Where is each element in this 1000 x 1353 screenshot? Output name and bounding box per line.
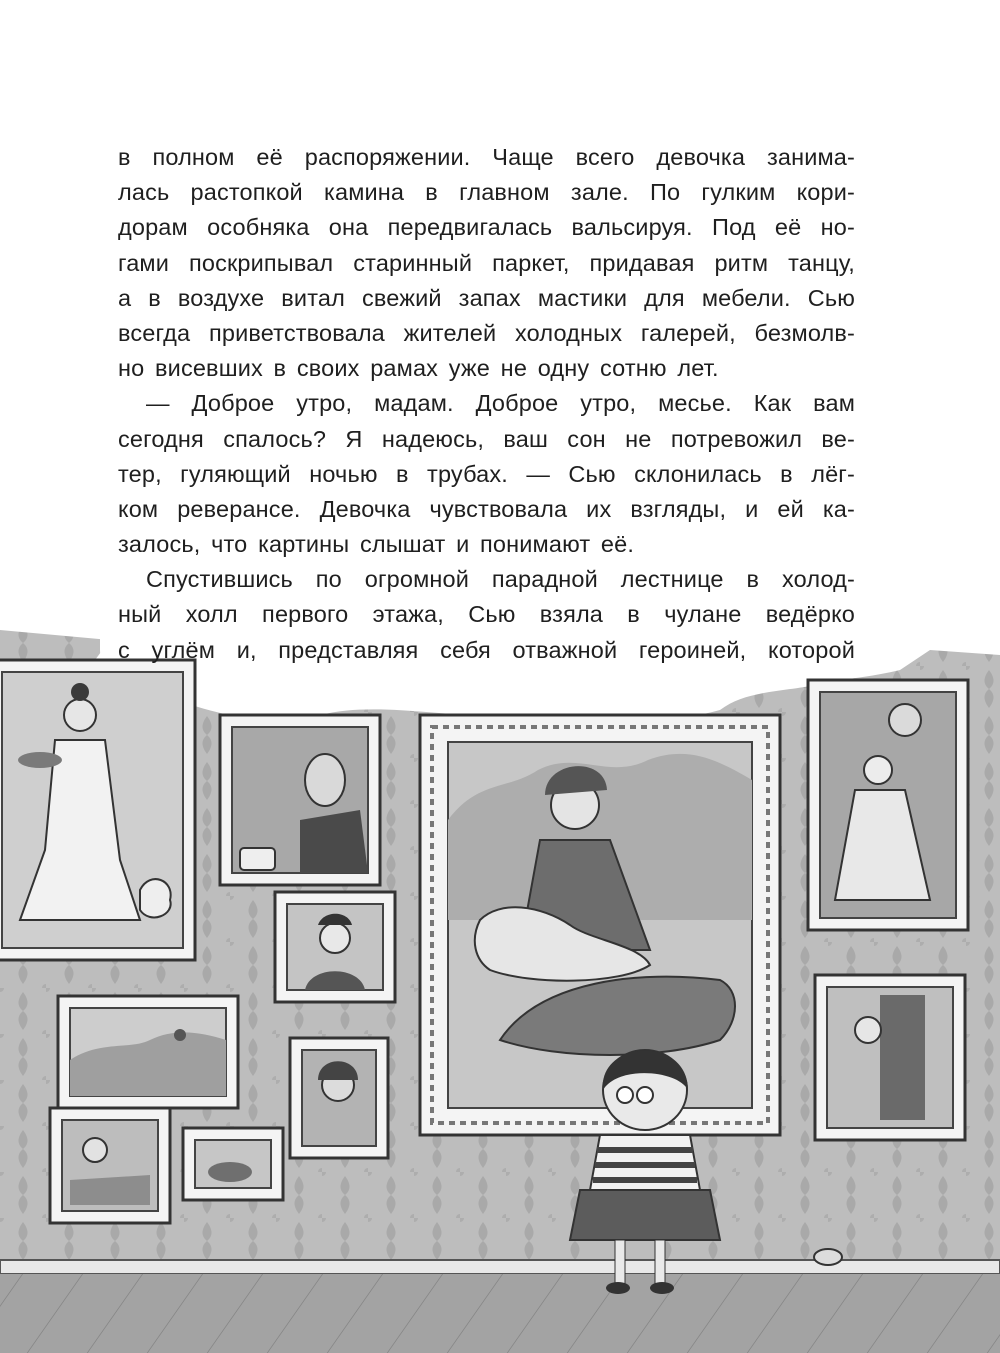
text-line: ком реверансе. Девочка чувствовала их взгляды, и ей ка-: [118, 495, 855, 522]
gallery-scene: [0, 620, 1000, 1353]
text-line: лась растопкой камина в главном зале. По гулким кори-: [118, 179, 855, 206]
text-line: тер, гуляющий ночью в трубах. — Сью склонилась в лёг-: [118, 460, 855, 487]
page-text: [118, 140, 855, 668]
portrait-couple: [808, 680, 968, 930]
text-line: а в воздухе витал свежий запах мастики для мебели. Сью: [118, 284, 855, 311]
portrait-lady-with-dogs: [420, 715, 780, 1135]
text-line: в полном её распоряжении. Чаще всего девочка занима-: [118, 144, 855, 170]
text-line: сегодня спалось? Я надеюсь, ваш сон не потревожил ве-: [118, 425, 855, 452]
gallery-illustration: [0, 620, 1000, 1353]
text-line: залось, что картины слышат и понимают её.: [118, 531, 635, 558]
text-line: с углём и, представляя себя отважной героиней, которой: [118, 636, 855, 663]
text-line: но висевших в своих рамах уже не одну сотню лет.: [118, 355, 719, 382]
mouse: [814, 1249, 842, 1265]
paragraph-2: [118, 386, 855, 562]
text-line: ный холл первого этажа, Сью взяла в чулане ведёрко: [118, 601, 855, 628]
portrait-old-man: [220, 715, 380, 885]
text-line: — Доброе утро, мадам. Доброе утро, месье. Как вам: [146, 390, 855, 417]
paragraph-1: [118, 140, 855, 386]
portrait-girl-tree: [815, 975, 965, 1140]
portrait-woman-middle: [290, 1038, 388, 1158]
text-line: гами поскрипывал старинный паркет, придавая ритм танцу,: [118, 249, 855, 276]
text-line: дорам особняка она передвигалась вальсируя. Под её но-: [118, 214, 855, 241]
portrait-landscape: [58, 996, 238, 1108]
portrait-small-scene: [183, 1128, 283, 1200]
text-line: Спустившись по огромной парадной лестнице в холод-: [146, 566, 855, 593]
portrait-lady-small: [275, 892, 395, 1002]
paragraph-3: [118, 562, 855, 668]
portrait-man-lying: [50, 1108, 170, 1223]
portrait-maid: [0, 660, 195, 960]
text-line: всегда приветствовала жителей холодных галерей, безмолв-: [118, 319, 855, 346]
